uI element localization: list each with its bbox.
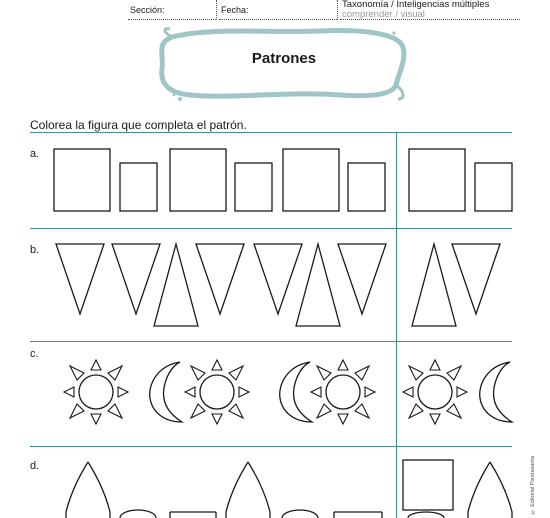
fecha-label: Fecha:	[221, 5, 249, 15]
row-label-b: b.	[30, 244, 40, 256]
row-label-a: a.	[30, 148, 40, 160]
option-square[interactable]	[403, 460, 453, 510]
option-circle-partial	[408, 512, 444, 518]
page-title: Patrones	[251, 50, 317, 67]
row-label-c: c.	[30, 348, 39, 360]
taxonomy-label: Taxonomía / Inteligencias múltiples	[342, 0, 490, 10]
row-label-d: d.	[30, 460, 40, 472]
instruction-text: Colorea la figura que completa el patrón.	[30, 118, 247, 132]
seccion-label: Sección:	[130, 5, 165, 15]
copyright-note: © Editorial Piedrasanta	[530, 455, 536, 514]
taxonomy-values: comprender / visual	[342, 9, 425, 20]
option-kite[interactable]	[468, 462, 512, 518]
